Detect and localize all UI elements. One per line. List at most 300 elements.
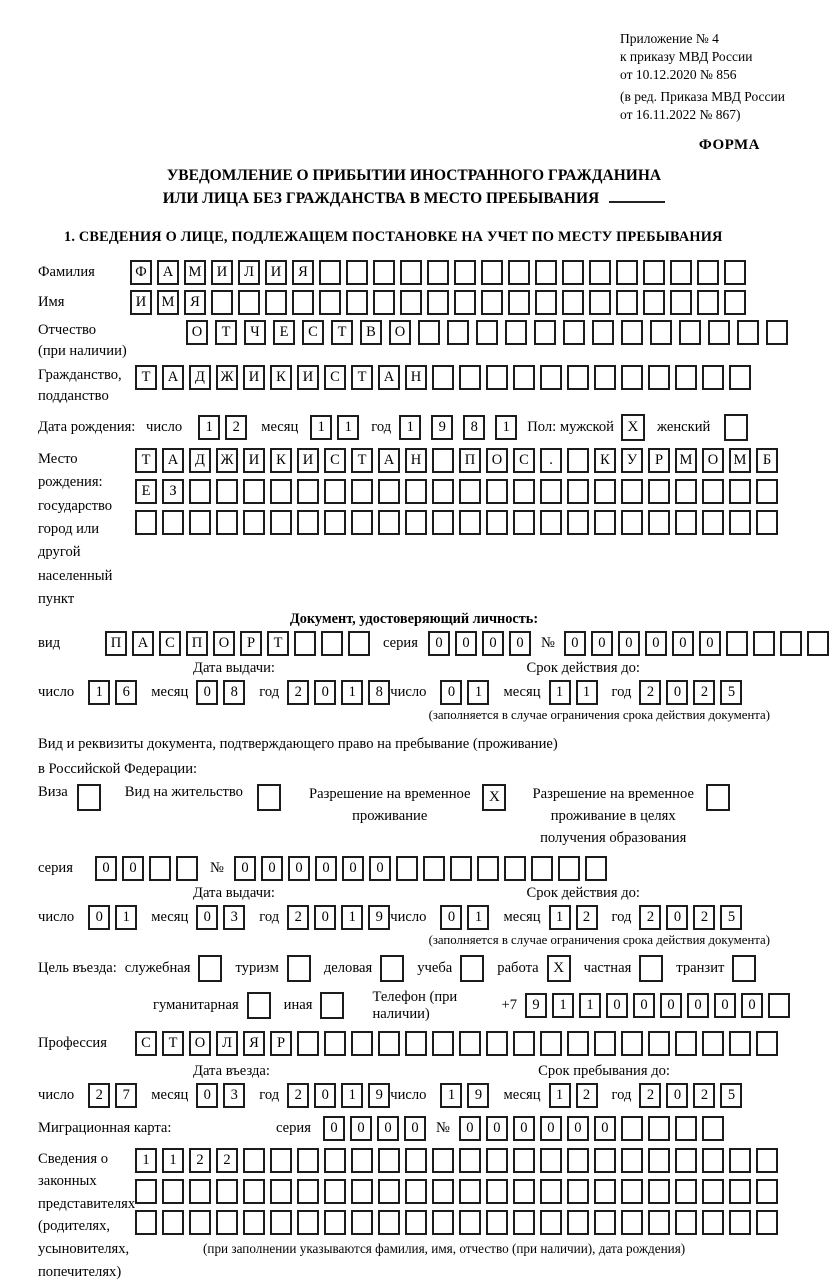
char-cell[interactable] [726,631,748,656]
char-cell[interactable]: Т [135,365,157,390]
char-cell[interactable] [648,1116,670,1141]
char-cell[interactable]: 1 [552,993,574,1018]
char-cell[interactable]: Р [270,1031,292,1056]
char-cell[interactable] [324,479,346,504]
char-cell[interactable]: 0 [440,680,462,705]
char-cell[interactable] [648,479,670,504]
char-cell[interactable]: 2 [576,1083,598,1108]
char-cell[interactable]: И [211,260,233,285]
char-cell[interactable] [675,479,697,504]
char-cell[interactable] [756,1031,778,1056]
char-cell[interactable]: К [270,365,292,390]
char-cell[interactable] [531,856,553,881]
char-cell[interactable]: А [378,365,400,390]
char-cell[interactable]: 0 [486,1116,508,1141]
char-cell[interactable] [648,510,670,535]
char-cell[interactable] [540,479,562,504]
char-cell[interactable] [346,260,368,285]
char-cell[interactable] [216,510,238,535]
char-cell[interactable] [592,320,614,345]
char-cell[interactable] [508,260,530,285]
char-cell[interactable]: 1 [549,1083,571,1108]
char-cell[interactable] [257,784,281,811]
char-cell[interactable] [535,260,557,285]
char-cell[interactable] [766,320,788,345]
char-cell[interactable] [621,1179,643,1204]
char-cell[interactable]: 1 [115,905,137,930]
char-cell[interactable]: 0 [618,631,640,656]
char-cell[interactable] [216,1179,238,1204]
char-cell[interactable] [135,510,157,535]
purpose-tourism-checkbox[interactable] [287,955,311,982]
char-cell[interactable] [567,448,589,473]
char-cell[interactable]: 7 [115,1083,137,1108]
char-cell[interactable]: 0 [342,856,364,881]
char-cell[interactable] [621,1210,643,1235]
char-cell[interactable]: 0 [234,856,256,881]
char-cell[interactable]: К [270,448,292,473]
char-cell[interactable] [563,320,585,345]
option-residence-permit-checkbox[interactable] [257,784,281,811]
char-cell[interactable] [270,479,292,504]
char-cell[interactable]: И [243,365,265,390]
char-cell[interactable]: 0 [455,631,477,656]
char-cell[interactable]: М [729,448,751,473]
char-cell[interactable] [594,365,616,390]
char-cell[interactable] [756,479,778,504]
char-cell[interactable] [621,1031,643,1056]
char-cell[interactable] [162,1179,184,1204]
option-visa-checkbox[interactable] [77,784,101,811]
char-cell[interactable] [324,1148,346,1173]
char-cell[interactable] [459,1210,481,1235]
char-cell[interactable] [589,260,611,285]
char-cell[interactable] [297,510,319,535]
char-cell[interactable] [149,856,171,881]
char-cell[interactable] [534,320,556,345]
char-cell[interactable]: 0 [672,631,694,656]
char-cell[interactable]: 1 [198,415,220,440]
char-cell[interactable] [621,320,643,345]
char-cell[interactable] [540,1179,562,1204]
char-cell[interactable] [562,290,584,315]
char-cell[interactable]: Д [189,365,211,390]
char-cell[interactable] [162,1210,184,1235]
char-cell[interactable] [321,631,343,656]
char-cell[interactable] [567,510,589,535]
char-cell[interactable] [432,1179,454,1204]
char-cell[interactable]: Ж [216,448,238,473]
char-cell[interactable]: 2 [693,905,715,930]
char-cell[interactable]: Ж [216,365,238,390]
char-cell[interactable] [504,856,526,881]
char-cell[interactable]: О [213,631,235,656]
char-cell[interactable] [405,1210,427,1235]
char-cell[interactable] [585,856,607,881]
char-cell[interactable]: П [459,448,481,473]
char-cell[interactable]: 0 [314,680,336,705]
char-cell[interactable]: X [482,784,506,811]
char-cell[interactable] [594,1148,616,1173]
char-cell[interactable]: 1 [162,1148,184,1173]
char-cell[interactable] [405,1179,427,1204]
char-cell[interactable] [702,1148,724,1173]
char-cell[interactable] [351,1210,373,1235]
char-cell[interactable] [756,1148,778,1173]
char-cell[interactable]: 1 [549,680,571,705]
char-cell[interactable]: 0 [315,856,337,881]
char-cell[interactable] [477,856,499,881]
char-cell[interactable]: 2 [225,415,247,440]
char-cell[interactable] [447,320,469,345]
char-cell[interactable] [702,510,724,535]
char-cell[interactable] [540,365,562,390]
char-cell[interactable] [135,1179,157,1204]
char-cell[interactable] [540,1148,562,1173]
char-cell[interactable] [540,1210,562,1235]
char-cell[interactable]: И [265,260,287,285]
char-cell[interactable] [400,290,422,315]
char-cell[interactable]: 0 [350,1116,372,1141]
char-cell[interactable] [724,260,746,285]
char-cell[interactable]: М [184,260,206,285]
char-cell[interactable]: Т [267,631,289,656]
char-cell[interactable] [558,856,580,881]
char-cell[interactable]: 0 [404,1116,426,1141]
char-cell[interactable] [211,290,233,315]
char-cell[interactable] [373,260,395,285]
char-cell[interactable] [351,1031,373,1056]
char-cell[interactable]: П [186,631,208,656]
char-cell[interactable] [505,320,527,345]
char-cell[interactable] [706,784,730,811]
char-cell[interactable]: 0 [687,993,709,1018]
sex-female-checkbox[interactable] [724,414,748,441]
char-cell[interactable]: 9 [467,1083,489,1108]
char-cell[interactable] [729,365,751,390]
char-cell[interactable] [450,856,472,881]
char-cell[interactable] [378,479,400,504]
char-cell[interactable] [513,1179,535,1204]
char-cell[interactable]: 8 [368,680,390,705]
char-cell[interactable] [540,1031,562,1056]
char-cell[interactable] [459,1148,481,1173]
char-cell[interactable] [423,856,445,881]
char-cell[interactable] [351,479,373,504]
char-cell[interactable]: 1 [467,905,489,930]
char-cell[interactable]: 0 [513,1116,535,1141]
char-cell[interactable]: 1 [337,415,359,440]
char-cell[interactable]: А [132,631,154,656]
purpose-transit-checkbox[interactable] [732,955,756,982]
char-cell[interactable] [189,479,211,504]
char-cell[interactable] [670,290,692,315]
char-cell[interactable]: Л [216,1031,238,1056]
char-cell[interactable] [459,479,481,504]
char-cell[interactable]: 2 [693,680,715,705]
char-cell[interactable] [378,1148,400,1173]
char-cell[interactable]: Т [135,448,157,473]
char-cell[interactable]: Я [184,290,206,315]
char-cell[interactable] [594,479,616,504]
char-cell[interactable]: 2 [639,1083,661,1108]
char-cell[interactable]: Р [648,448,670,473]
char-cell[interactable]: 0 [314,905,336,930]
char-cell[interactable]: 0 [459,1116,481,1141]
char-cell[interactable]: Л [238,260,260,285]
char-cell[interactable]: А [157,260,179,285]
char-cell[interactable] [243,1148,265,1173]
char-cell[interactable] [378,510,400,535]
char-cell[interactable] [729,510,751,535]
char-cell[interactable]: И [297,365,319,390]
char-cell[interactable] [189,1210,211,1235]
char-cell[interactable]: 1 [135,1148,157,1173]
char-cell[interactable] [378,1031,400,1056]
char-cell[interactable] [270,1210,292,1235]
char-cell[interactable]: 0 [196,905,218,930]
char-cell[interactable] [513,1210,535,1235]
char-cell[interactable] [616,290,638,315]
char-cell[interactable] [319,260,341,285]
char-cell[interactable] [594,1210,616,1235]
char-cell[interactable]: Ч [244,320,266,345]
char-cell[interactable]: 0 [741,993,763,1018]
char-cell[interactable]: 0 [261,856,283,881]
char-cell[interactable] [432,510,454,535]
char-cell[interactable] [243,510,265,535]
char-cell[interactable]: 2 [287,905,309,930]
char-cell[interactable]: Д [189,448,211,473]
char-cell[interactable] [675,1116,697,1141]
char-cell[interactable] [756,1179,778,1204]
char-cell[interactable] [324,1031,346,1056]
char-cell[interactable]: 0 [666,1083,688,1108]
char-cell[interactable] [400,260,422,285]
char-cell[interactable] [702,1116,724,1141]
char-cell[interactable]: 0 [369,856,391,881]
char-cell[interactable]: 0 [633,993,655,1018]
char-cell[interactable]: В [360,320,382,345]
char-cell[interactable]: 1 [495,415,517,440]
char-cell[interactable]: Т [351,448,373,473]
char-cell[interactable] [780,631,802,656]
char-cell[interactable]: 0 [645,631,667,656]
char-cell[interactable] [675,1031,697,1056]
char-cell[interactable] [380,955,404,982]
char-cell[interactable] [648,1031,670,1056]
char-cell[interactable]: Т [351,365,373,390]
char-cell[interactable]: 0 [288,856,310,881]
char-cell[interactable] [675,1210,697,1235]
char-cell[interactable]: Ф [130,260,152,285]
char-cell[interactable]: М [675,448,697,473]
char-cell[interactable]: X [621,414,645,441]
char-cell[interactable]: 2 [287,680,309,705]
char-cell[interactable] [351,1179,373,1204]
char-cell[interactable] [320,992,344,1019]
char-cell[interactable] [427,290,449,315]
char-cell[interactable] [287,955,311,982]
purpose-work-checkbox[interactable] [547,955,571,982]
char-cell[interactable]: X [547,955,571,982]
char-cell[interactable] [594,1179,616,1204]
char-cell[interactable] [351,1148,373,1173]
char-cell[interactable] [265,290,287,315]
char-cell[interactable] [513,365,535,390]
char-cell[interactable] [670,260,692,285]
char-cell[interactable] [729,1031,751,1056]
char-cell[interactable] [459,1179,481,1204]
char-cell[interactable]: 0 [567,1116,589,1141]
char-cell[interactable] [346,290,368,315]
char-cell[interactable] [737,320,759,345]
char-cell[interactable] [486,1031,508,1056]
char-cell[interactable]: 3 [223,1083,245,1108]
char-cell[interactable] [675,510,697,535]
char-cell[interactable]: Б [756,448,778,473]
char-cell[interactable] [324,1210,346,1235]
char-cell[interactable] [486,1179,508,1204]
char-cell[interactable]: А [162,365,184,390]
char-cell[interactable]: 2 [287,1083,309,1108]
char-cell[interactable] [454,290,476,315]
char-cell[interactable] [460,955,484,982]
char-cell[interactable]: 0 [606,993,628,1018]
char-cell[interactable]: 1 [310,415,332,440]
char-cell[interactable] [351,510,373,535]
option-temp-residence-checkbox[interactable] [482,784,506,811]
char-cell[interactable]: 0 [666,680,688,705]
char-cell[interactable] [319,290,341,315]
char-cell[interactable] [405,479,427,504]
char-cell[interactable]: М [157,290,179,315]
char-cell[interactable]: О [702,448,724,473]
char-cell[interactable]: Н [405,365,427,390]
purpose-official-checkbox[interactable] [198,955,222,982]
char-cell[interactable]: 9 [525,993,547,1018]
char-cell[interactable]: 0 [699,631,721,656]
char-cell[interactable] [486,1210,508,1235]
char-cell[interactable]: Т [215,320,237,345]
char-cell[interactable] [297,1031,319,1056]
char-cell[interactable]: 0 [594,1116,616,1141]
char-cell[interactable] [432,1148,454,1173]
char-cell[interactable] [768,993,790,1018]
char-cell[interactable] [297,1148,319,1173]
char-cell[interactable]: С [513,448,535,473]
char-cell[interactable] [324,1179,346,1204]
char-cell[interactable]: 2 [189,1148,211,1173]
char-cell[interactable]: 5 [720,1083,742,1108]
char-cell[interactable] [162,510,184,535]
char-cell[interactable]: 0 [314,1083,336,1108]
char-cell[interactable] [292,290,314,315]
char-cell[interactable]: 2 [693,1083,715,1108]
char-cell[interactable] [697,290,719,315]
char-cell[interactable]: 8 [463,415,485,440]
char-cell[interactable] [270,510,292,535]
option-temp-residence-education-checkbox[interactable] [706,784,730,811]
char-cell[interactable] [675,1179,697,1204]
char-cell[interactable]: 6 [115,680,137,705]
char-cell[interactable] [189,510,211,535]
char-cell[interactable] [540,510,562,535]
char-cell[interactable]: 0 [660,993,682,1018]
char-cell[interactable] [396,856,418,881]
char-cell[interactable]: 1 [549,905,571,930]
char-cell[interactable]: 0 [122,856,144,881]
char-cell[interactable]: 0 [196,680,218,705]
char-cell[interactable] [294,631,316,656]
char-cell[interactable] [729,1179,751,1204]
char-cell[interactable] [643,290,665,315]
char-cell[interactable]: 1 [88,680,110,705]
char-cell[interactable] [216,479,238,504]
char-cell[interactable]: Т [162,1031,184,1056]
char-cell[interactable] [535,290,557,315]
char-cell[interactable] [486,365,508,390]
char-cell[interactable] [729,1148,751,1173]
purpose-private-checkbox[interactable] [639,955,663,982]
char-cell[interactable] [621,510,643,535]
char-cell[interactable]: С [324,448,346,473]
char-cell[interactable] [243,479,265,504]
char-cell[interactable] [562,260,584,285]
char-cell[interactable] [567,1148,589,1173]
char-cell[interactable]: 1 [341,905,363,930]
sex-male-checkbox[interactable] [621,414,645,441]
char-cell[interactable] [679,320,701,345]
char-cell[interactable]: 9 [368,905,390,930]
char-cell[interactable]: С [159,631,181,656]
char-cell[interactable] [675,365,697,390]
char-cell[interactable] [567,365,589,390]
char-cell[interactable] [807,631,829,656]
char-cell[interactable] [476,320,498,345]
char-cell[interactable] [702,479,724,504]
char-cell[interactable] [724,290,746,315]
char-cell[interactable] [756,510,778,535]
char-cell[interactable] [732,955,756,982]
char-cell[interactable] [270,1179,292,1204]
char-cell[interactable] [508,290,530,315]
char-cell[interactable] [247,992,271,1019]
char-cell[interactable]: 2 [639,680,661,705]
char-cell[interactable]: 1 [399,415,421,440]
char-cell[interactable] [648,1210,670,1235]
char-cell[interactable] [648,1179,670,1204]
char-cell[interactable]: 0 [428,631,450,656]
char-cell[interactable] [481,290,503,315]
char-cell[interactable] [418,320,440,345]
char-cell[interactable] [643,260,665,285]
char-cell[interactable]: 2 [216,1148,238,1173]
char-cell[interactable] [459,1031,481,1056]
char-cell[interactable] [243,1210,265,1235]
char-cell[interactable] [616,260,638,285]
char-cell[interactable]: 9 [368,1083,390,1108]
char-cell[interactable] [702,1031,724,1056]
char-cell[interactable] [459,510,481,535]
char-cell[interactable]: 0 [509,631,531,656]
char-cell[interactable]: С [302,320,324,345]
char-cell[interactable] [702,365,724,390]
char-cell[interactable] [297,1179,319,1204]
char-cell[interactable]: О [189,1031,211,1056]
char-cell[interactable] [373,290,395,315]
purpose-humanitarian-checkbox[interactable] [247,992,271,1019]
